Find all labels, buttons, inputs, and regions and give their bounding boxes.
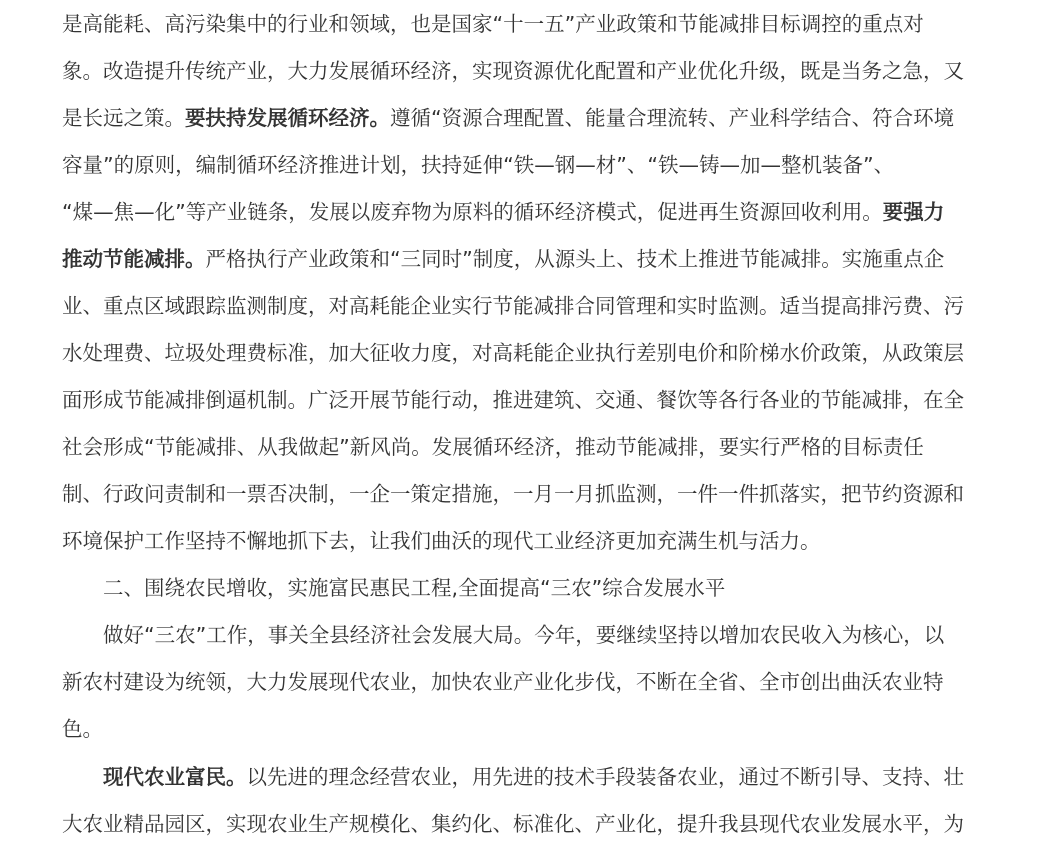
line-text: 遵循“资源合理配置、能量合理流转、产业科学结合、符合环境 [390,106,955,130]
line-text: 制、行政问责制和一票否决制，一企一策定措施，一月一月抓监测，一件一件抓落实，把节约资源和 [62,482,964,506]
paragraph-line [62,809,1002,839]
paragraph-line [62,150,1002,180]
bold-heading-text: 要强力 [882,200,945,224]
line-text: 面形成节能减排倒逼机制。广泛开展节能行动，推进建筑、交通、餐饮等各行各业的节能减排，在全 [62,388,964,412]
bold-heading-text: 要扶持发展循环经济。 [185,106,390,130]
section-heading [103,573,1002,603]
bold-heading-text: 现代农业富民。 [103,765,247,789]
line-text: 做好“三农”工作，事关全县经济社会发展大局。今年，要继续坚持以增加农民收入为核心，以 [103,623,945,647]
paragraph-line [62,56,1002,86]
line-text: 是高能耗、高污染集中的行业和领域，也是国家“十一五”产业政策和节能减排目标调控的重点对 [62,12,924,36]
line-text: 社会形成“节能减排、从我做起”新风尚。发展循环经济，推动节能减排，要实行严格的目标责任 [62,435,924,459]
paragraph-line [62,385,1002,415]
line-text: 以先进的理念经营农业，用先进的技术手段装备农业，通过不断引导、支持、壮 [246,765,964,789]
bold-heading-text: 推动节能减排。 [62,247,206,271]
line-text: 色。 [62,717,103,741]
line-text: 水处理费、垃圾处理费标准，加大征收力度，对高耗能企业执行差别电价和阶梯水价政策，从政策层 [62,341,964,365]
section-heading-text: 二、围绕农民增收，实施富民惠民工程,全面提高“三农”综合发展水平 [103,576,726,600]
paragraph-line [62,9,1002,39]
line-text: 象。改造提升传统产业，大力发展循环经济，实现资源优化配置和产业优化升级，既是当务之急，又 [62,59,964,83]
line-text: 是长远之策。 [62,106,185,130]
line-text: “煤—焦—化”等产业链条，发展以废弃物为原料的循环经济模式，促进再生资源回收利用。 [62,200,883,224]
paragraph-line [62,479,1002,509]
paragraph-line [62,338,1002,368]
line-text: 环境保护工作坚持不懈地抓下去，让我们曲沃的现代工业经济更加充满生机与活力。 [62,529,821,553]
line-text: 容量”的原则，编制循环经济推进计划，扶持延伸“铁—钢—材”、“铁—铸—加—整机装备”、 [62,153,895,177]
line-text: 新农村建设为统领，大力发展现代农业，加快农业产业化步伐，不断在全省、全市创出曲沃农业特 [62,670,944,694]
paragraph-line [62,714,1002,744]
paragraph-line [62,244,1002,274]
line-text: 严格执行产业政策和“三同时”制度，从源头上、技术上推进节能减排。实施重点企 [205,247,945,271]
paragraph-line [103,620,1002,650]
line-text: 业、重点区域跟踪监测制度，对高耗能企业实行节能减排合同管理和实时监测。适当提高排污费、污 [62,294,964,318]
paragraph-line [62,103,1002,133]
paragraph-line [62,526,1002,556]
paragraph-line [62,291,1002,321]
paragraph-line [62,432,1002,462]
paragraph-line [103,762,1002,792]
paragraph-line [62,667,1002,697]
paragraph-line [62,197,1002,227]
line-text: 大农业精品园区，实现农业生产规模化、集约化、标准化、产业化，提升我县现代农业发展水平，为 [62,812,964,836]
